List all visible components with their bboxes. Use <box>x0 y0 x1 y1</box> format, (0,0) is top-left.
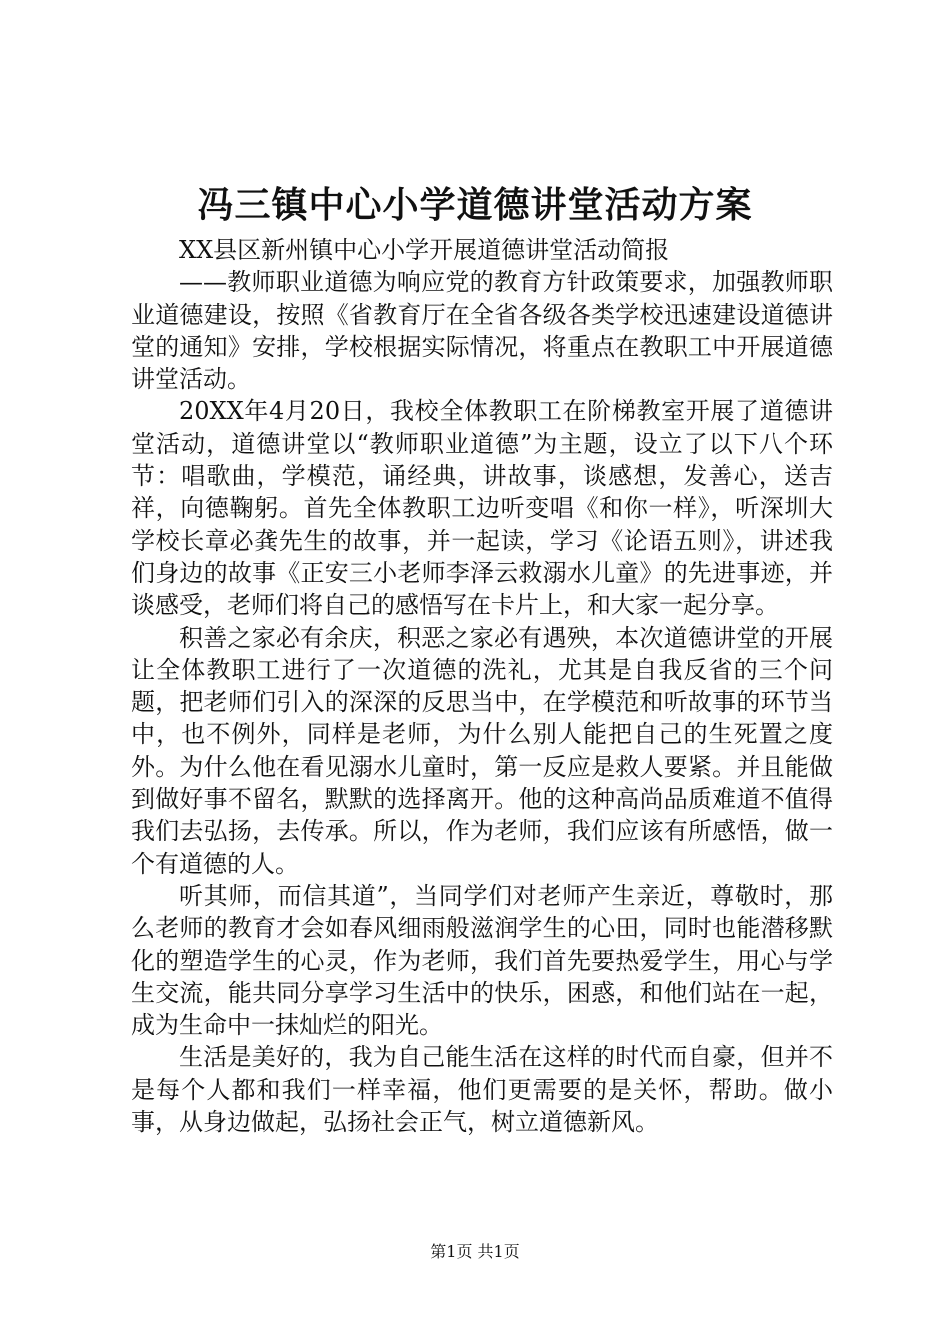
paragraph-conclusion: 生活是美好的，我为自己能生活在这样的时代而自豪，但并不是每个人都和我们一样幸福，他们更需要的是关怀，帮助。做小事，从身边做起，弘扬社会正气，树立道德新风。 <box>131 1043 833 1137</box>
document-body <box>131 234 833 1138</box>
paragraph-reflection: 积善之家必有余庆，积恶之家必有遇殃，本次道德讲堂的开展让全体教职工进行了一次道德的洗礼，尤其是自我反省的三个问题，把老师们引入的深深的反思当中，在学模范和听故事的环节当中，也不例外，同样是老师，为什么别人能把自己的生死置之度外。为什么他在看见溺水儿童时，第一反应是救人要紧。并且能做到做好事不留名，默默的选择离开。他的这种高尚品质难道不值得我们去弘扬，去传承。所以，作为老师，我们应该有所感悟，做一个有道德的人。 <box>131 623 833 878</box>
paragraph-teaching: 听其师，而信其道”，当同学们对老师产生亲近，尊敬时，那么老师的教育才会如春风细雨般滋润学生的心田，同时也能潜移默化的塑造学生的心灵，作为老师，我们首先要热爱学生，用心与学生交流，能共同分享学习生活中的快乐，困惑，和他们站在一起，成为生命中一抹灿烂的阳光。 <box>131 881 833 1040</box>
paragraph-activity: 20XX年4月20日，我校全体教职工在阶梯教室开展了道德讲堂活动，道德讲堂以“教师职业道德”为主题，设立了以下八个环节：唱歌曲，学模范，诵经典，讲故事，谈感想，发善心，送吉祥，向德鞠躬。首先全体教职工边听变唱《和你一样》，听深圳大学校长章必龚先生的故事，并一起读，学习《论语五则》，讲述我们身边的故事《正安三小老师李泽云救溺水儿童》的先进事迹，并谈感受，老师们将自己的感悟写在卡片上，和大家一起分享。 <box>131 397 833 620</box>
document-title: 冯三镇中心小学道德讲堂活动方案 <box>197 184 753 226</box>
paragraph-intro: ——教师职业道德为响应党的教育方针政策要求，加强教师职业道德建设，按照《省教育厅在全省各级各类学校迅速建设道德讲堂的通知》安排，学校根据实际情况，将重点在教职工中开展道德讲堂活动。 <box>131 268 833 394</box>
page-footer: 第1页 共1页 <box>430 1242 520 1261</box>
paragraph-subtitle: XX县区新州镇中心小学开展道德讲堂活动简报 <box>179 236 670 264</box>
